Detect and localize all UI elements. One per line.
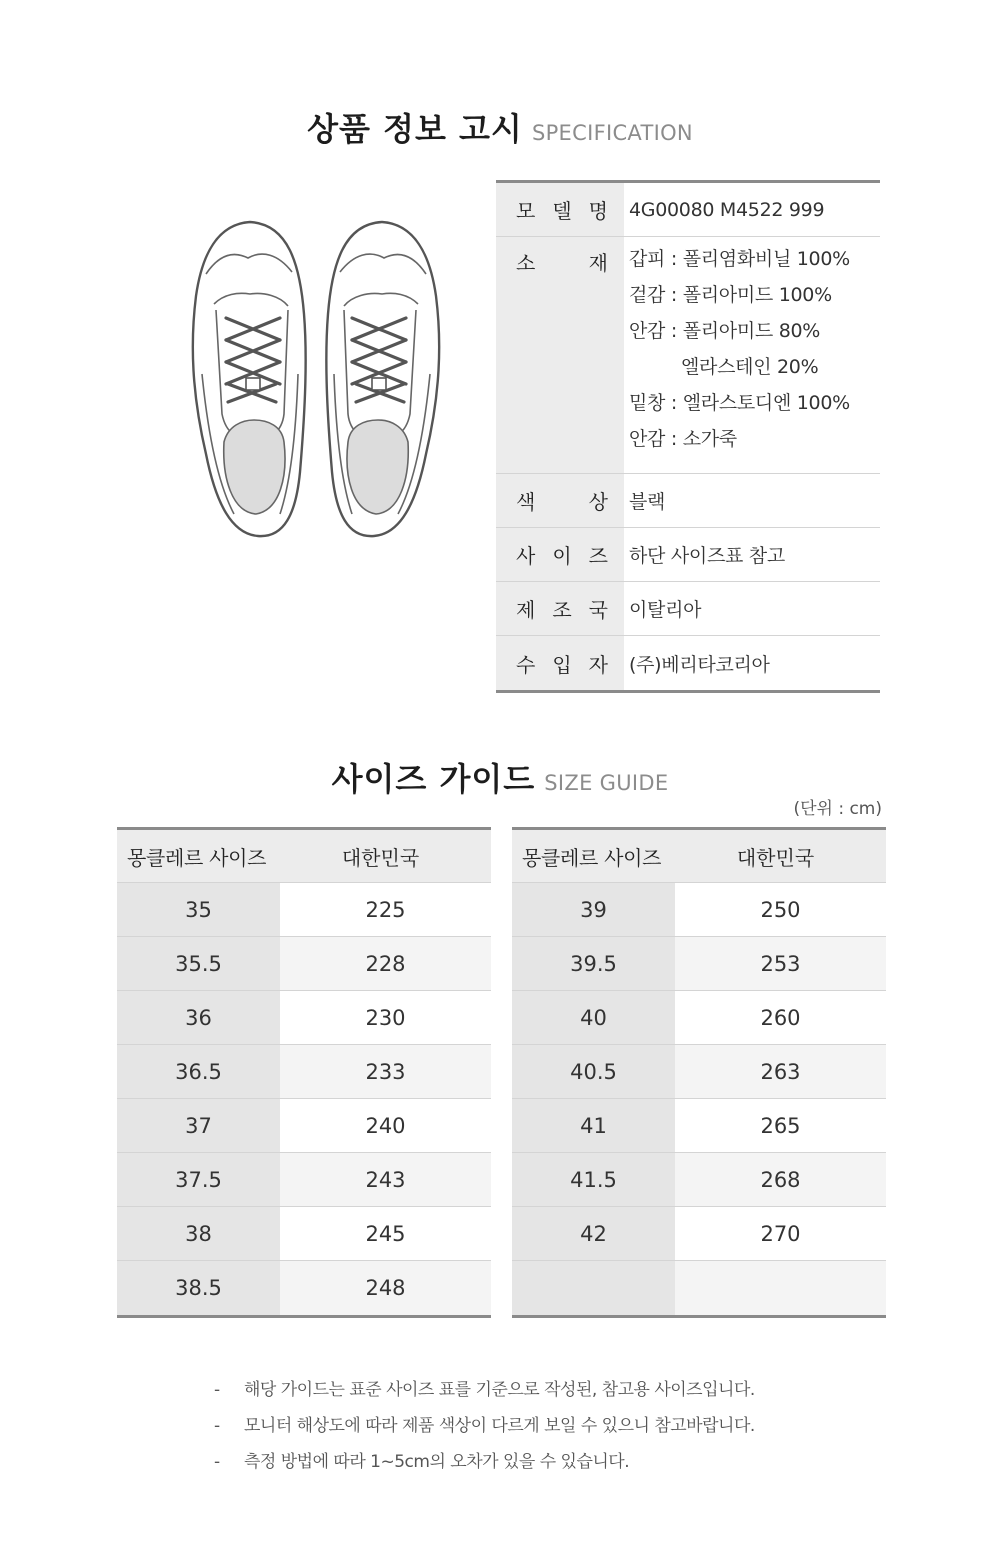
spec-row-origin [496,582,880,636]
size-row [117,1045,491,1099]
size-row [117,1207,491,1261]
korea-size-cell: 250 [675,883,886,936]
spec-label-size [496,528,624,581]
korea-size-cell [675,1261,886,1315]
note-item [214,1412,914,1448]
label-char: 즈 [588,544,608,568]
moncler-size-cell: 35.5 [117,937,280,990]
unit-label: (단위 : cm) [793,799,882,819]
spec-section-title [0,104,1000,150]
moncler-size-cell: 39.5 [512,937,675,990]
korea-size-cell: 233 [280,1045,491,1098]
spec-row-material [496,237,880,474]
spec-label-origin [496,582,624,635]
korea-size-cell: 243 [280,1153,491,1206]
material-line: 겉감 : 폴리아미드 100% [629,284,832,306]
size-row [512,883,886,937]
spec-row-color [496,474,880,528]
moncler-size-cell: 37 [117,1099,280,1152]
size-row [117,1153,491,1207]
label-char: 수 [516,652,536,677]
korea-size-cell: 225 [280,883,491,936]
korea-size-cell: 253 [675,937,886,990]
moncler-size-cell: 41.5 [512,1153,675,1206]
material-line: 밑창 : 엘라스토디엔 100% [629,392,850,414]
spec-value-material [624,237,880,473]
material-line: 안감 : 소가죽 [629,428,737,450]
spec-value-origin: 이탈리아 [629,599,702,621]
label-char: 사 [516,544,536,568]
korea-size-cell: 260 [675,991,886,1044]
korea-size-cell: 240 [280,1099,491,1152]
spec-row-importer [496,636,880,690]
header-korea-size: 대한민국 [736,845,815,870]
moncler-size-cell: 36.5 [117,1045,280,1098]
spec-title-en: SPECIFICATION [531,121,693,145]
label-char: 이 [552,544,572,568]
label-char: 소 [516,251,536,275]
size-row [117,991,491,1045]
size-row [512,937,886,991]
spec-table [496,180,880,693]
note-dash: - [214,1380,220,1400]
size-row [117,1261,491,1315]
korea-size-cell: 228 [280,937,491,990]
note-text: 해당 가이드는 표준 사이즈 표를 기준으로 작성된, 참고용 사이즈입니다. [244,1380,755,1400]
label-char: 명 [588,199,608,223]
label-char: 자 [588,652,608,677]
spec-label-importer [496,636,624,690]
size-row [512,1045,886,1099]
label-char: 상 [588,490,608,514]
note-item [214,1448,914,1484]
korea-size-cell: 248 [280,1261,491,1315]
label-char: 국 [588,598,608,622]
moncler-size-cell: 42 [512,1207,675,1260]
spec-value-color: 블랙 [629,491,666,513]
size-table-header [117,830,491,883]
label-char: 제 [516,598,536,622]
moncler-size-cell: 40 [512,991,675,1044]
moncler-size-cell: 39 [512,883,675,936]
header-moncler-size: 몽클레르 사이즈 [522,845,662,870]
size-row [117,883,491,937]
spec-row-size [496,528,880,582]
korea-size-cell: 245 [280,1207,491,1260]
size-row [512,1207,886,1261]
note-text: 측정 방법에 따라 1~5cm의 오차가 있을 수 있습니다. [244,1452,630,1472]
moncler-size-cell [512,1261,675,1315]
note-dash: - [214,1416,220,1436]
spec-label-material [496,237,624,473]
moncler-size-cell: 38 [117,1207,280,1260]
size-row [117,1099,491,1153]
sneakers-top-view-icon [188,214,444,544]
label-char: 재 [588,251,608,275]
header-korea-size: 대한민국 [341,845,420,870]
size-row [512,1099,886,1153]
size-guide-title-en: SIZE GUIDE [544,771,669,795]
moncler-size-cell: 38.5 [117,1261,280,1315]
header-moncler-size: 몽클레르 사이즈 [127,845,267,870]
size-guide-title-ko: 사이즈 가이드 [331,760,536,798]
korea-size-cell: 263 [675,1045,886,1098]
label-char: 입 [552,652,572,677]
note-item [214,1376,914,1412]
material-line-text: 엘라스테인 20% [681,356,819,378]
moncler-size-cell: 40.5 [512,1045,675,1098]
material-line: 안감 : 폴리아미드 80% [629,320,821,342]
label-char: 색 [516,490,536,514]
label-char: 조 [552,598,572,622]
size-row-empty [512,1261,886,1315]
size-row [512,1153,886,1207]
label-char: 모 [516,199,536,223]
notes-list [214,1376,914,1484]
spec-title-ko: 상품 정보 고시 [307,110,523,148]
size-row [117,937,491,991]
spec-value-model: 4G00080 M4522 999 [629,198,825,221]
spec-value-size: 하단 사이즈표 참고 [629,545,785,567]
size-row [512,991,886,1045]
moncler-size-cell: 35 [117,883,280,936]
material-line-continued [629,353,880,389]
size-table-left [117,827,491,1318]
moncler-size-cell: 37.5 [117,1153,280,1206]
korea-size-cell: 265 [675,1099,886,1152]
note-dash: - [214,1452,220,1472]
label-char: 델 [552,199,572,223]
spec-value-importer: (주)베리타코리아 [629,653,770,676]
korea-size-cell: 268 [675,1153,886,1206]
korea-size-cell: 270 [675,1207,886,1260]
note-text: 모니터 해상도에 따라 제품 색상이 다르게 보일 수 있으니 참고바랍니다. [244,1416,755,1436]
size-table-right [512,827,886,1318]
spec-label-model [496,183,624,236]
moncler-size-cell: 36 [117,991,280,1044]
material-line: 갑피 : 폴리염화비닐 100% [629,248,850,270]
spec-label-color [496,474,624,527]
spec-row-model [496,183,880,237]
korea-size-cell: 230 [280,991,491,1044]
size-table-header [512,830,886,883]
moncler-size-cell: 41 [512,1099,675,1152]
